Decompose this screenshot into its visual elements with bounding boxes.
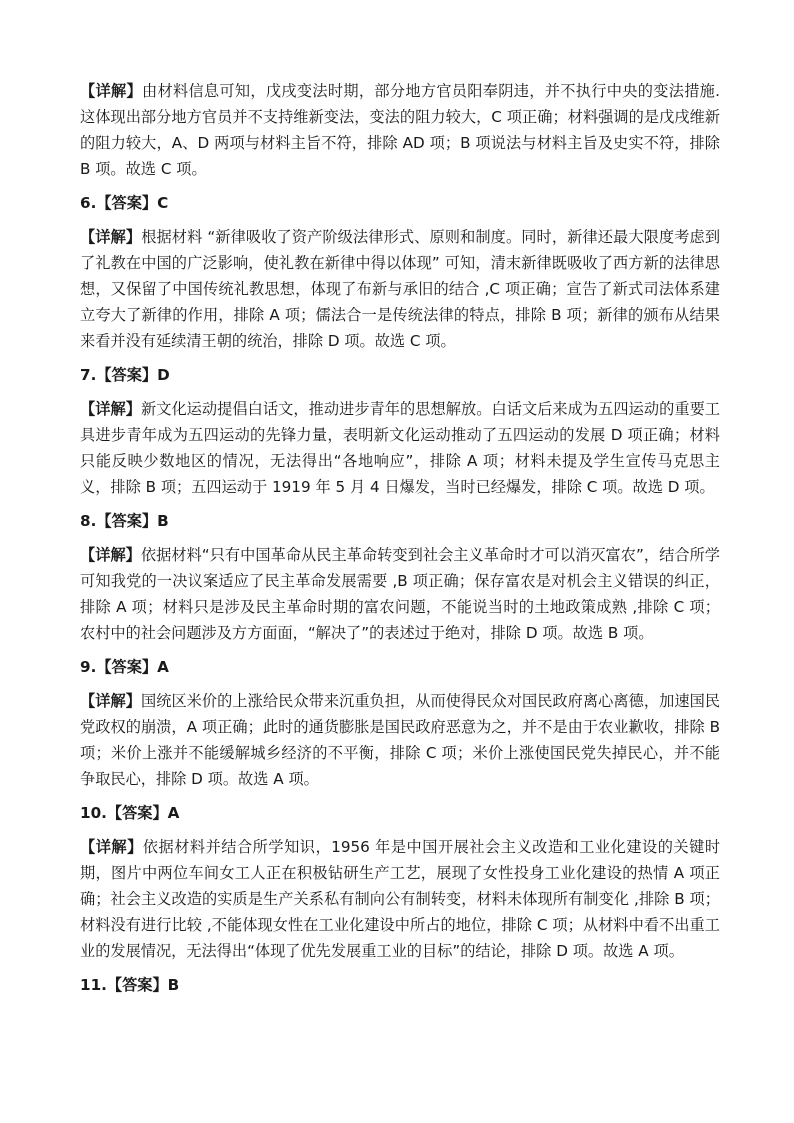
detail-paragraph-5 <box>80 78 720 182</box>
answer-line-6: 6.【答案】C <box>80 194 169 212</box>
detail-paragraph-8 <box>80 542 720 646</box>
answer-line-10: 10.【答案】A <box>80 804 180 822</box>
detail-tag: 【详解】 <box>80 82 142 100</box>
detail-text: 国统区米价的上涨给民众带来沉重负担，从而使得民众对国民政府离心离德，加速国民党政权的崩溃，A 项正确；此时的通货膨胀是国民政府恶意为之，并不是由于农业歉收，排除 B 项；米价上涨并不能缓解城乡经济的不平衡，排除 C 项；米价上涨使国民党失掉民心，并不能争取民心，排除 D 项。故选 A 项。 <box>80 692 721 788</box>
detail-text: 依据材料“只有中国革命从民主革命转变到社会主义革命时才可以消灭富农”，结合所学可知我党的一决议案适应了民主革命发展需要 ,B 项正确；保存富农是对机会主义错误的纠正，排除 A 项；材料只是涉及民主革命时期的富农问题，不能说当时的土地政策成熟 ,排除 C 项；农村中的社会问题涉及方方面面，“解决了”的表述过于绝对，排除 D 项。故选 B 项。 <box>80 546 720 642</box>
answer-line-9: 9.【答案】A <box>80 658 169 676</box>
answer-line-8: 8.【答案】B <box>80 512 169 530</box>
detail-paragraph-6 <box>80 224 720 354</box>
document-page <box>80 78 720 1006</box>
detail-text: 根据材料 “新律吸收了资产阶级法律形式、原则和制度。同时，新律还最大限度考虑到了礼教在中国的广泛影响，使礼教在新律中得以体现” 可知，清末新律既吸收了西方新的法律思想，又保留了中国传统礼教思想，体现了布新与承旧的结合 ,C 项正确；宣告了新式司法体系建立夸大了新律的作用，排除 A 项；儒法合一是传统法律的特点，排除 B 项；新律的颁布从结果来看并没有延续清王朝的统治，排除 D 项。故选 C 项。 <box>80 228 721 350</box>
detail-tag: 【详解】 <box>80 692 141 710</box>
detail-paragraph-9 <box>80 688 720 792</box>
answer-line-7: 7.【答案】D <box>80 366 170 384</box>
detail-paragraph-10 <box>80 834 720 964</box>
detail-text: 新文化运动提倡白话文，推动进步青年的思想解放。白话文后来成为五四运动的重要工具进步青年成为五四运动的先锋力量，表明新文化运动推动了五四运动的发展 D 项正确；材料只能反映少数地区的情况，无法得出“各地响应”，排除 A 项；材料未提及学生宣传马克思主义，排除 B 项；五四运动于 1919 年 5 月 4 日爆发，当时已经爆发，排除 C 项。故选 D 项。 <box>80 400 721 496</box>
answer-line-11: 11.【答案】B <box>80 976 180 994</box>
detail-paragraph-7 <box>80 396 720 500</box>
detail-tag: 【详解】 <box>80 546 141 564</box>
detail-tag: 【详解】 <box>80 228 142 246</box>
detail-tag: 【详解】 <box>80 400 141 418</box>
detail-text: 依据材料并结合所学知识，1956 年是中国开展社会主义改造和工业化建设的关键时期，图片中两位车间女工人正在积极钻研生产工艺，展现了女性投身工业化建设的热情 A 项正确；社会主义改造的实质是生产关系私有制向公有制转变，材料未体现所有制变化 ,排除 B 项；材料没有进行比较 ,不能体现女性在工业化建设中所占的地位，排除 C 项；从材料中看不出重工业的发展情况，无法得出“体现了优先发展重工业的目标”的结论，排除 D 项。故选 A 项。 <box>80 838 721 960</box>
detail-tag: 【详解】 <box>80 838 143 856</box>
detail-text: 由材料信息可知，戊戌变法时期，部分地方官员阳奉阴违，并不执行中央的变法措施. 这体现出部分地方官员并不支持维新变法，变法的阻力较大，C 项正确；材料强调的是戊戌维新的阻力较大，A、D 两项与材料主旨不符，排除 AD 项；B 项说法与材料主旨及史实不符，排除 B 项。故选 C 项。 <box>80 82 721 178</box>
